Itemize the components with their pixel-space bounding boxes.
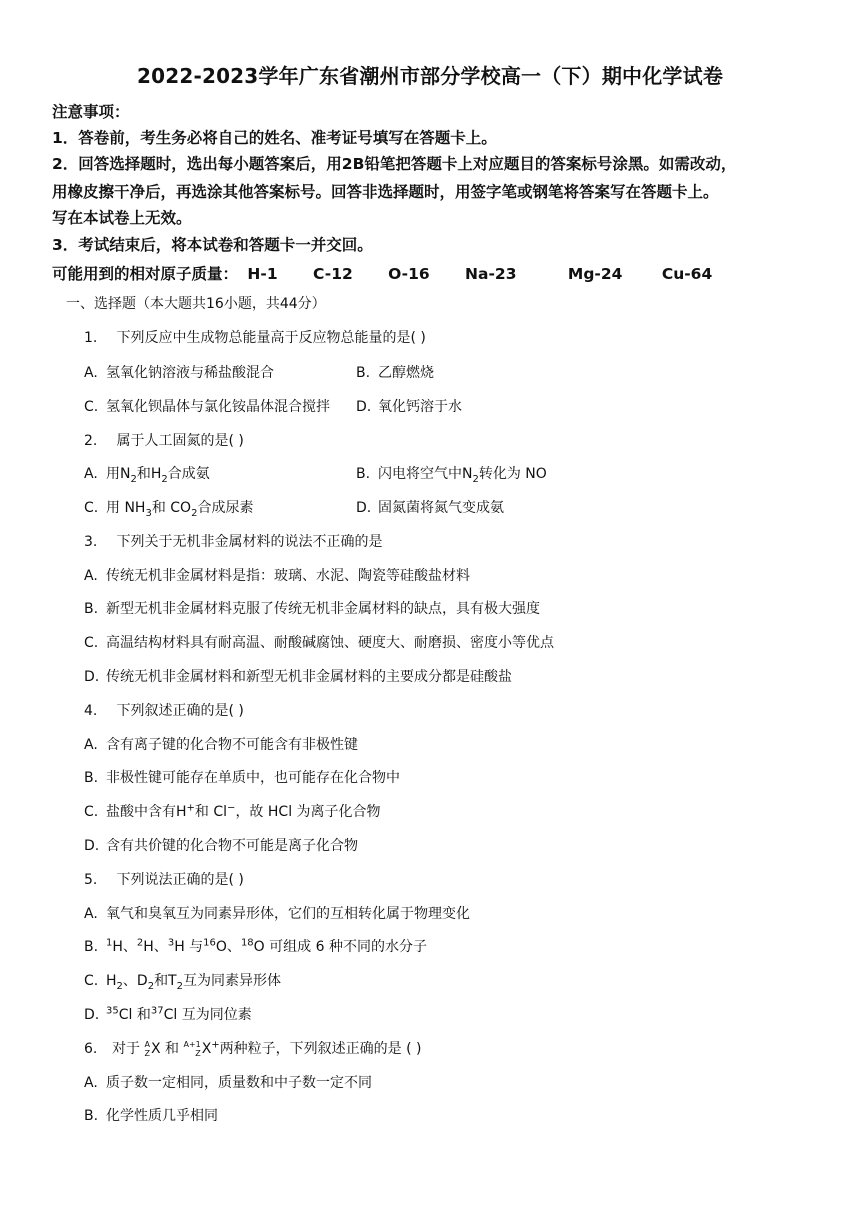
question-3 [84, 531, 382, 551]
question-5-option-b[interactable] [84, 936, 427, 956]
option-key: B. [84, 1108, 99, 1124]
question-number: 2. [84, 433, 98, 449]
question-3-option-c[interactable] [84, 632, 554, 652]
question-2-option-b[interactable] [356, 463, 547, 485]
question-3-option-b[interactable] [84, 598, 540, 618]
option-key: B. [356, 466, 371, 482]
question-2 [84, 430, 244, 450]
option-text: 传统无机非金属材料是指：玻璃、水泥、陶瓷等硅酸盐材料 [106, 568, 470, 584]
formula: 和T [154, 973, 177, 989]
question-2-option-c[interactable] [84, 497, 253, 519]
option-key: A. [84, 1075, 98, 1091]
option-key: B. [84, 770, 99, 786]
option-text: 传统无机非金属材料和新型无机非金属材料的主要成分都是硅酸盐 [106, 669, 512, 685]
question-stem: 下列说法正确的是( ) [116, 872, 244, 888]
text: 盐酸中含有H [106, 804, 187, 820]
mass-number: 16 [203, 937, 216, 949]
text: 合成尿素 [197, 500, 254, 516]
option-key: A. [84, 906, 98, 922]
text: Cl 互为同位素 [163, 1007, 252, 1023]
subscript: 2 [176, 980, 183, 992]
question-1-option-b[interactable] [356, 362, 434, 382]
atomic-number: Z [144, 1049, 150, 1058]
text: 转化为 NO [478, 466, 547, 482]
question-4 [84, 700, 244, 720]
question-5 [84, 869, 244, 889]
question-5-option-c[interactable] [84, 970, 281, 992]
mass-cu: Cu-64 [661, 265, 713, 283]
notice-item-2-line-2: 用橡皮擦干净后，再选涂其他答案标号。回答非选择题时，用签字笔或钢笔将答案写在答题卡上。 [52, 183, 719, 201]
option-key: C. [84, 399, 99, 415]
option-key: D. [356, 500, 372, 516]
nuclide-notation [144, 1040, 149, 1058]
mass-mg: Mg-24 [567, 265, 623, 283]
page-title: 2022-2023学年广东省潮州市部分学校高一（下）期中化学试卷 [136, 64, 724, 88]
subscript: 2 [130, 473, 137, 485]
text: 用 [106, 466, 120, 482]
question-4-option-c[interactable] [84, 801, 381, 821]
mass-number: 18 [240, 937, 254, 949]
text: 对于 [112, 1041, 140, 1057]
notice-item-3: 3．考试结束后，将本试卷和答题卡一并交回。 [52, 236, 373, 254]
option-text: 氧气和臭氧互为同素异形体，它们的互相转化属于物理变化 [106, 906, 470, 922]
option-key: C. [84, 635, 99, 651]
mass-number: 3 [167, 937, 175, 949]
option-key: A. [84, 365, 98, 381]
text: H、 [112, 939, 137, 955]
text: 用 NH [106, 500, 146, 516]
question-number: 6. [84, 1041, 98, 1057]
subscript: 2 [116, 980, 123, 992]
question-5-option-a[interactable] [84, 903, 470, 923]
formula: N [462, 466, 473, 482]
subscript: 2 [161, 473, 168, 485]
text: O、 [215, 939, 241, 955]
notice-item-2-line-1: 2．回答选择题时，选出每小题答案后，用2B铅笔把答题卡上对应题目的答案标号涂黑。如需改动， [52, 155, 737, 173]
option-key: B. [84, 601, 99, 617]
formula: H [106, 973, 117, 989]
formula: 、D [122, 973, 148, 989]
question-6-option-a[interactable] [84, 1072, 372, 1092]
mass-c: C-12 [313, 265, 353, 283]
option-text: 固氮菌将氮气变成氨 [378, 500, 504, 516]
question-1 [84, 327, 426, 347]
question-number: 3. [84, 534, 98, 550]
subscript: 3 [145, 507, 152, 519]
option-key: B. [84, 939, 99, 955]
question-stem: 下列叙述正确的是( ) [116, 703, 244, 719]
option-text: 高温结构材料具有耐高温、耐酸碱腐蚀、硬度大、耐磨损、密度小等优点 [106, 635, 554, 651]
question-6 [84, 1038, 422, 1058]
option-key: C. [84, 500, 99, 516]
option-text: 氢氧化钠溶液与稀盐酸混合 [106, 365, 274, 381]
text: ，故 HCl 为离子化合物 [235, 804, 381, 820]
text: X 和 [150, 1041, 179, 1057]
question-stem: 属于人工固氮的是( ) [116, 433, 244, 449]
notice-item-2-line-3: 写在本试卷上无效。 [52, 209, 192, 227]
mass-number: 1 [106, 937, 113, 949]
question-stem: 下列反应中生成物总能量高于反应物总能量的是( ) [116, 330, 426, 346]
mass-number: A [144, 1040, 150, 1049]
question-5-option-d[interactable] [84, 1004, 252, 1024]
question-3-option-a[interactable] [84, 565, 470, 585]
superscript: − [227, 802, 236, 814]
option-text: 氢氧化钡晶体与氯化铵晶体混合搅拌 [106, 399, 330, 415]
mass-number: 35 [106, 1005, 119, 1017]
option-key: A. [84, 466, 98, 482]
question-number: 5. [84, 872, 98, 888]
subscript: 2 [472, 473, 479, 485]
question-1-option-c[interactable] [84, 396, 330, 416]
text: 和 Cl [194, 804, 228, 820]
superscript: + [211, 1039, 220, 1051]
section-heading: 一、选择题（本大题共16小题，共44分） [66, 296, 326, 312]
atomic-number: Z [195, 1049, 201, 1058]
mass-na: Na-23 [465, 265, 517, 283]
formula: N [120, 466, 131, 482]
option-key: A. [84, 737, 98, 753]
question-4-option-b[interactable] [84, 767, 400, 787]
option-text: 氧化钙溶于水 [378, 399, 462, 415]
option-key: C. [84, 973, 99, 989]
option-key: D. [84, 669, 100, 685]
option-text: 化学性质几乎相同 [106, 1108, 218, 1124]
question-4-option-d[interactable] [84, 835, 358, 855]
text: 两种粒子，下列叙述正确的是 ( ) [219, 1041, 422, 1057]
mass-number: 37 [150, 1005, 164, 1017]
text: O 可组成 6 种不同的水分子 [253, 939, 427, 955]
option-text: 非极性键可能存在单质中，也可能存在化合物中 [106, 770, 400, 786]
option-key: B. [356, 365, 371, 381]
option-text: 含有共价键的化合物不可能是离子化合物 [106, 838, 358, 854]
text: 互为同素异形体 [183, 973, 281, 989]
option-text: 新型无机非金属材料克服了传统无机非金属材料的缺点，具有极大强度 [106, 601, 540, 617]
question-number: 1. [84, 330, 98, 346]
notice-heading: 注意事项： [52, 103, 130, 121]
mass-o: O-16 [388, 265, 430, 283]
text: X [201, 1041, 212, 1057]
text: H、 [143, 939, 168, 955]
text: 合成氨 [167, 466, 210, 482]
question-2-option-d[interactable] [356, 497, 504, 517]
option-key: A. [84, 568, 98, 584]
option-text: 质子数一定相同，质量数和中子数一定不同 [106, 1075, 372, 1091]
text: 闪电将空气中 [378, 466, 462, 482]
option-key: D. [84, 838, 100, 854]
question-2-option-a[interactable] [84, 463, 210, 485]
atomic-masses-label: 可能用到的相对原子质量： [52, 265, 239, 283]
option-text: 含有离子键的化合物不可能含有非极性键 [106, 737, 358, 753]
subscript: 2 [147, 980, 155, 992]
mass-number: A+1 [183, 1040, 201, 1049]
formula: H [150, 466, 162, 482]
superscript: + [186, 802, 195, 814]
text: 和 [136, 466, 151, 482]
question-4-option-a[interactable] [84, 734, 358, 754]
question-number: 4. [84, 703, 98, 719]
atomic-masses [52, 262, 716, 284]
text: H 与 [174, 939, 204, 955]
option-text: 乙醇燃烧 [378, 365, 434, 381]
subscript: 2 [191, 507, 198, 519]
mass-h: H-1 [247, 265, 278, 283]
notice-item-1: 1．答卷前，考生务必将自己的姓名、准考证号填写在答题卡上。 [52, 129, 497, 147]
option-key: D. [84, 1007, 100, 1023]
text: 和 CO [151, 500, 192, 516]
mass-number: 2 [136, 937, 144, 949]
question-stem: 下列关于无机非金属材料的说法不正确的是 [116, 534, 383, 550]
question-1-option-a[interactable] [84, 362, 274, 382]
question-3-option-d[interactable] [84, 666, 512, 686]
question-1-option-d[interactable] [356, 396, 462, 416]
nuclide-notation [183, 1040, 200, 1058]
text: Cl 和 [118, 1007, 151, 1023]
option-key: C. [84, 804, 99, 820]
question-6-option-b[interactable] [84, 1105, 218, 1125]
option-key: D. [356, 399, 372, 415]
